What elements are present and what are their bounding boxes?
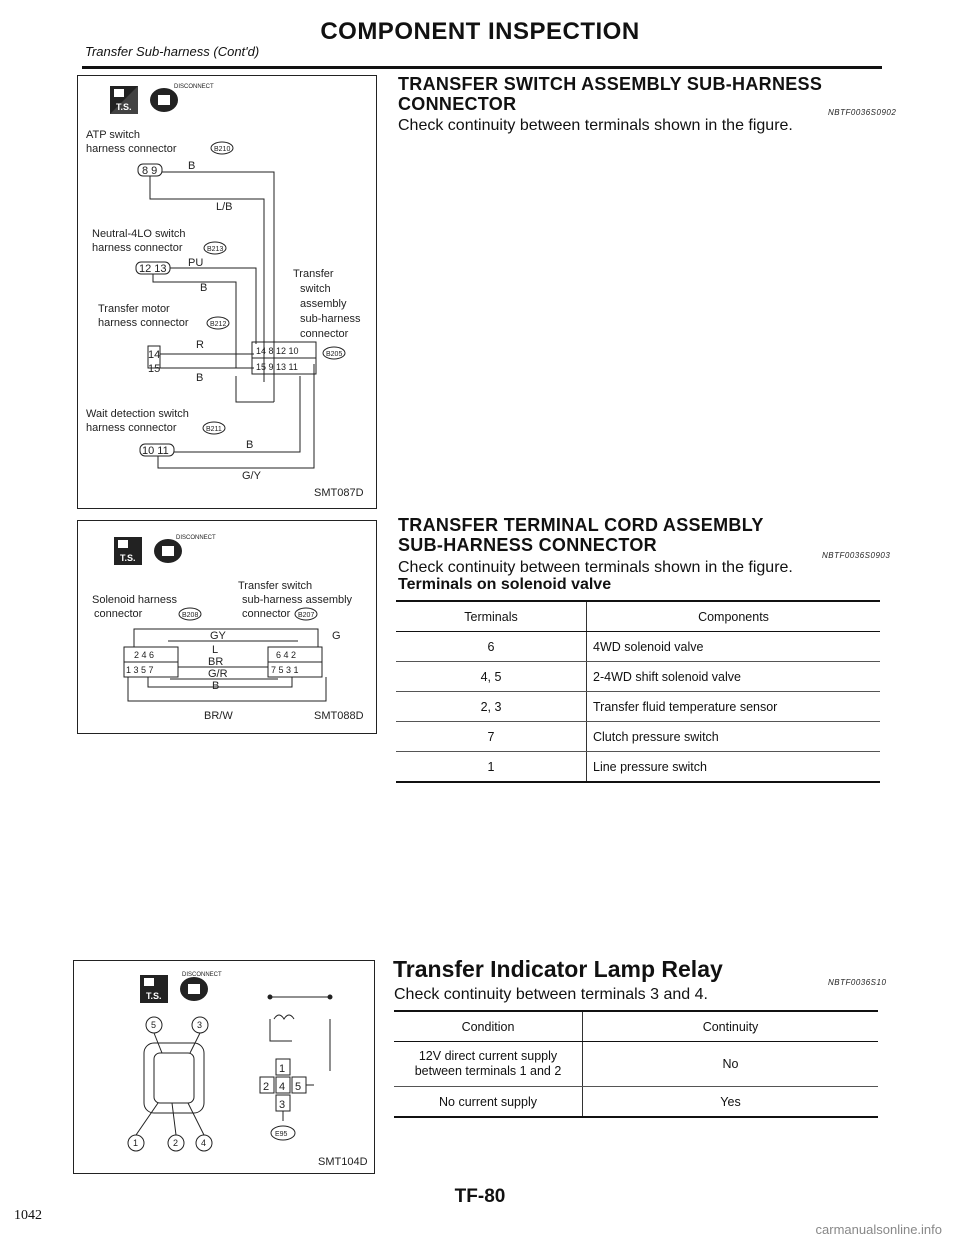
table-row — [396, 692, 880, 722]
switch-sub-label: Transfer switch — [238, 580, 313, 592]
neutral-label-2: harness connector — [92, 242, 183, 254]
switch-sub-connector-code — [295, 608, 317, 620]
svg-text:6 4 2: 6 4 2 — [276, 650, 297, 660]
atp-label: ATP switch — [86, 129, 140, 141]
svg-text:15: 15 — [148, 363, 161, 375]
svg-text:B211: B211 — [206, 426, 222, 433]
section-body: Check continuity between terminals shown in the figure. — [398, 559, 793, 576]
table-cell: 2, 3 — [396, 692, 587, 722]
connector-plug-icon — [180, 977, 208, 1001]
svg-text:T.S.: T.S. — [116, 102, 132, 112]
pin-5: 5 — [151, 1020, 157, 1030]
section-body: Check continuity between terminals shown in the figure. — [398, 117, 793, 134]
reference-code: NBTF0036S10 — [828, 978, 887, 987]
table-cell: 2-4WD shift solenoid valve — [587, 662, 881, 692]
wire-label-b3: B — [196, 372, 204, 384]
solenoid-connector-code — [179, 608, 201, 620]
solenoid-label-2: connector — [94, 608, 143, 620]
reference-code: NBTF0036S0902 — [828, 108, 897, 117]
table-cell: 1 — [396, 752, 587, 783]
svg-text:15 9 13 11: 15 9 13 11 — [256, 362, 298, 372]
svg-text:B208: B208 — [182, 612, 199, 619]
svg-text:B207: B207 — [298, 612, 315, 619]
switch-sub-connector — [268, 647, 322, 677]
motor-connector-code — [207, 317, 229, 329]
svg-text:T.S.: T.S. — [146, 991, 162, 1001]
disconnect-icon — [140, 975, 168, 1003]
solenoid-terminal-table — [396, 600, 880, 783]
watermark: carmanualsonline.info — [815, 1222, 942, 1237]
table-cell: 4WD solenoid valve — [587, 632, 881, 662]
relay-term-2: 2 — [263, 1081, 270, 1093]
page-title: COMPONENT INSPECTION — [320, 18, 640, 45]
neutral-connector-code — [204, 242, 226, 254]
svg-text:8 9: 8 9 — [142, 165, 158, 177]
neutral-label: Neutral-4LO switch — [92, 228, 186, 240]
relay-drawing — [128, 1017, 212, 1151]
atp-label-2: harness connector — [86, 143, 177, 155]
section-title-switch-assembly: TRANSFER SWITCH ASSEMBLY SUB-HARNESS CONNECTOR — [398, 74, 823, 114]
relay-term-4: 4 — [279, 1081, 286, 1093]
wire-br: BR — [208, 656, 224, 668]
running-head: Transfer Sub-harness (Cont'd) — [85, 44, 260, 59]
wire-label-pu: PU — [188, 257, 204, 269]
wait-label: Wait detection switch — [86, 408, 189, 420]
relay-term-1: 1 — [279, 1063, 286, 1075]
figure-switch-assembly — [77, 75, 377, 509]
assembly-label-5: connector — [300, 328, 349, 340]
motor-connector — [148, 346, 160, 375]
svg-text:12 13: 12 13 — [139, 263, 167, 275]
table-cell: 12V direct current supply between terminals 1 and 2 — [394, 1042, 583, 1087]
svg-text:T.S.: T.S. — [120, 553, 136, 563]
neutral-connector — [136, 262, 170, 275]
wire-label-r: R — [196, 339, 204, 351]
assembly-label-3: assembly — [300, 298, 347, 310]
assembly-label-2: switch — [300, 283, 331, 295]
wait-label-2: harness connector — [86, 422, 177, 434]
relay-connector-code — [271, 1126, 295, 1140]
wire-b: B — [212, 680, 220, 692]
wire-label-gy: G/Y — [242, 470, 261, 482]
wire-gy: GY — [210, 630, 226, 642]
wire-label-b1: B — [188, 160, 196, 172]
svg-text:14 8 12 10: 14 8 12 10 — [256, 346, 299, 356]
disconnect-icon — [110, 86, 138, 114]
section-title-relay: Transfer Indicator Lamp Relay — [393, 956, 723, 982]
assembly-connector-code — [323, 347, 345, 359]
svg-text:B212: B212 — [210, 321, 227, 328]
figure-code: SMT088D — [314, 710, 364, 722]
assembly-connector — [252, 342, 316, 374]
wait-connector-code — [203, 422, 225, 434]
wire-label-lb: L/B — [216, 201, 233, 213]
atp-connector — [138, 164, 162, 177]
section-body: Check continuity between terminals 3 and 4. — [394, 986, 708, 1003]
svg-text:B213: B213 — [207, 246, 224, 253]
svg-text:B205: B205 — [326, 351, 343, 358]
atp-connector-code — [211, 142, 233, 154]
table-row — [396, 752, 880, 783]
solenoid-label: Solenoid harness — [92, 594, 178, 606]
table-cell: No — [583, 1042, 879, 1087]
table-cell: Transfer fluid temperature sensor — [587, 692, 881, 722]
table-header-row — [396, 601, 880, 632]
continuity-schematic — [260, 995, 332, 1121]
figure-relay — [73, 960, 375, 1174]
motor-label: Transfer motor — [98, 303, 170, 315]
page-number: TF-80 — [454, 1186, 506, 1207]
wire-brw: BR/W — [204, 710, 233, 722]
wire-l: L — [212, 644, 219, 656]
pin-2: 2 — [173, 1138, 179, 1148]
section-title-terminal-cord: TRANSFER TERMINAL CORD ASSEMBLY SUB-HARNESS CONNECTOR — [398, 515, 764, 555]
disconnect-icon — [114, 537, 142, 565]
wait-connector — [140, 444, 174, 457]
table-header: Terminals — [396, 601, 587, 632]
disconnect-label: DISCONNECT — [174, 84, 214, 90]
figure-code: SMT087D — [314, 487, 364, 499]
disconnect-label: DISCONNECT — [176, 535, 216, 541]
header-rule — [82, 66, 882, 69]
connector-plug-icon — [154, 539, 182, 563]
table-header-row — [394, 1011, 878, 1042]
relay-continuity-table — [394, 1010, 878, 1118]
svg-text:E95: E95 — [275, 1131, 288, 1138]
wire-label-b4: B — [246, 439, 254, 451]
table-row — [396, 662, 880, 692]
table-row — [396, 632, 880, 662]
assembly-label-1: Transfer — [293, 268, 334, 280]
svg-text:1 3 5 7: 1 3 5 7 — [126, 665, 154, 675]
relay-term-3: 3 — [279, 1099, 286, 1111]
reference-code: NBTF0036S0903 — [822, 551, 891, 560]
solenoid-connector — [124, 647, 178, 677]
pin-1: 1 — [133, 1138, 139, 1148]
table-header: Continuity — [583, 1011, 879, 1042]
table-cell: Yes — [583, 1087, 879, 1118]
table-cell: 6 — [396, 632, 587, 662]
pin-4: 4 — [201, 1138, 207, 1148]
switch-sub-label-2: sub-harness assembly — [242, 594, 353, 606]
connector-plug-icon — [150, 88, 178, 112]
svg-text:7 5 3 1: 7 5 3 1 — [271, 665, 299, 675]
table-cell: 4, 5 — [396, 662, 587, 692]
table-row — [394, 1087, 878, 1118]
assembly-label-4: sub-harness — [300, 313, 361, 325]
wire-gr: G/R — [208, 668, 228, 680]
table-row — [396, 722, 880, 752]
figure-code: SMT104D — [318, 1156, 368, 1168]
table-cell: Line pressure switch — [587, 752, 881, 783]
svg-text:2 4 6: 2 4 6 — [134, 650, 155, 660]
relay-term-5: 5 — [295, 1081, 302, 1093]
table-cell: No current supply — [394, 1087, 583, 1118]
table-cell: 7 — [396, 722, 587, 752]
switch-sub-label-3: connector — [242, 608, 291, 620]
table-cell: Clutch pressure switch — [587, 722, 881, 752]
pin-3: 3 — [197, 1020, 203, 1030]
svg-text:14: 14 — [148, 349, 161, 361]
table-header: Components — [587, 601, 881, 632]
disconnect-label: DISCONNECT — [182, 972, 222, 978]
svg-text:B210: B210 — [214, 146, 231, 153]
wire-label-b2: B — [200, 282, 208, 294]
wire-g: G — [332, 630, 341, 642]
table-header: Condition — [394, 1011, 583, 1042]
svg-text:10 11: 10 11 — [142, 445, 169, 457]
figure-solenoid-harness — [77, 520, 377, 734]
motor-label-2: harness connector — [98, 317, 189, 329]
table-row — [394, 1042, 878, 1087]
section-subtitle: Terminals on solenoid valve — [398, 576, 612, 593]
side-page-number: 1042 — [14, 1208, 42, 1223]
